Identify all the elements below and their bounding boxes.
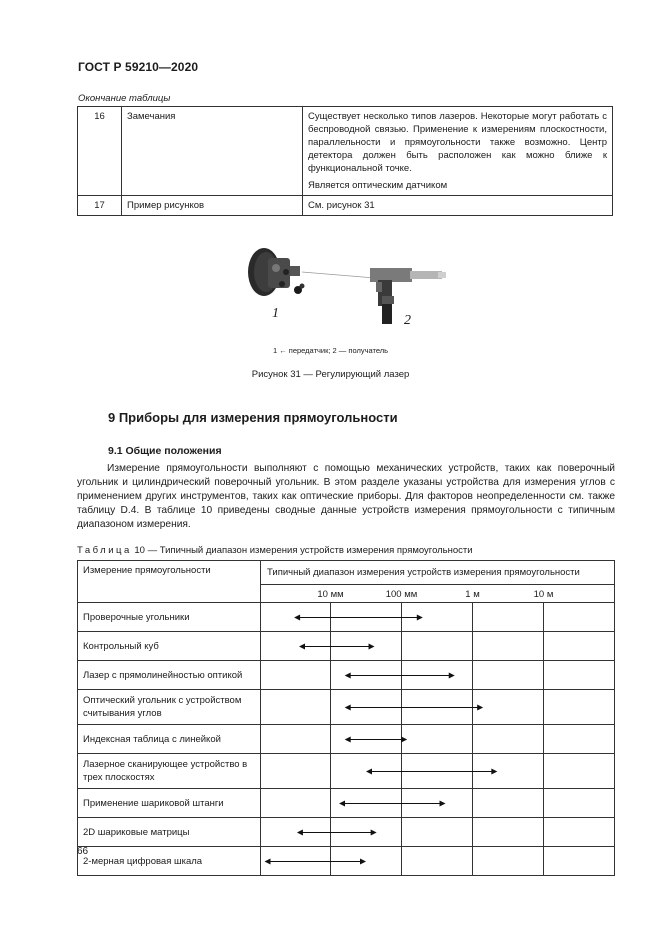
figure-label-2: 2 [404, 313, 411, 328]
scale-label: 1 м [465, 589, 480, 600]
transmitter-device-image [248, 248, 305, 296]
description-text: Существует несколько типов лазеров. Некоторые могут работать с беспроводной связью. Применение к измерениям плоскостности, параллельности и прямоугольности также возможно. Центр детектора должен быть расположен как можно ближе к функциональной точке. [308, 111, 607, 174]
laser-beam [302, 272, 375, 278]
table-row [78, 754, 615, 789]
standard-header: ГОСТ Р 59210—2020 [78, 60, 199, 74]
row-name: Лазерное сканирующее устройство в трех плоскостях [78, 754, 261, 789]
row-number: 17 [78, 196, 122, 216]
row-number: 16 [78, 107, 122, 196]
table-row [78, 818, 615, 847]
scale-label: 10 м [533, 589, 554, 600]
table-caption-label: Таблица [77, 545, 132, 556]
scale-label: 100 мм [385, 589, 418, 600]
spec-table-end [77, 106, 613, 216]
figure-caption: Рисунок 31 — Регулирующий лазер [251, 369, 410, 380]
table-row [78, 196, 613, 216]
row-name: Индексная таблица с линейкой [78, 725, 261, 754]
row-name: Применение шариковой штанги [78, 789, 261, 818]
table-caption [77, 545, 473, 556]
description-note: Является оптическим датчиком [308, 180, 448, 191]
table-row [78, 789, 615, 818]
table-row [78, 603, 615, 632]
laser-figure [230, 240, 460, 340]
table-continuation-label: Окончание таблицы [78, 93, 171, 104]
table-row [78, 107, 613, 196]
page-number: 66 [77, 846, 89, 857]
section-title: 9 Приборы для измерения прямоугольности [108, 410, 398, 425]
table-row [78, 725, 615, 754]
subsection-title: 9.1 Общие положения [108, 445, 222, 457]
column-header-right: Типичный диапазон измерения устройств измерения прямоугольности [261, 561, 615, 585]
scale-label: 10 мм [317, 589, 344, 600]
range-table [77, 560, 615, 876]
row-name: Замечания [122, 107, 303, 196]
scale-cell [261, 585, 615, 603]
row-name: Пример рисунков [122, 196, 303, 216]
table-caption-text: 10 — Типичный диапазон измерения устройств измерения прямоугольности [134, 545, 473, 556]
table-row [78, 632, 615, 661]
table-header-row [78, 561, 615, 585]
row-name: Оптический угольник с устройством считывания углов [78, 690, 261, 725]
row-name: 2-мерная цифровая шкала [78, 847, 261, 876]
row-name: Контрольный куб [78, 632, 261, 661]
figure-legend: 1 ← передатчик; 2 — получатель [272, 346, 389, 355]
column-header-left: Измерение прямоугольности [78, 561, 261, 603]
row-description [303, 107, 613, 196]
table-row [78, 690, 615, 725]
row-description: См. рисунок 31 [303, 196, 613, 216]
row-name: Лазер с прямолинейностью оптикой [78, 661, 261, 690]
figure-label-1: 1 [272, 306, 279, 321]
table-row [78, 661, 615, 690]
row-name: 2D шариковые матрицы [78, 818, 261, 847]
row-name: Проверочные угольники [78, 603, 261, 632]
table-row [78, 847, 615, 876]
section-paragraph [77, 462, 615, 532]
paragraph-text: Измерение прямоугольности выполняют с помощью механических устройств, таких как поверочный угольник и цилиндрический поверочный угольник. В этом разделе указаны устройства для измерения углов с применением других инструментов, таких как оптические приборы. Для факторов неопределенности см. также таблицу D.4. В таблице 10 приведены сводные данные устройств измерения прямоугольности с типичным диапазоном измерения. [77, 463, 615, 530]
